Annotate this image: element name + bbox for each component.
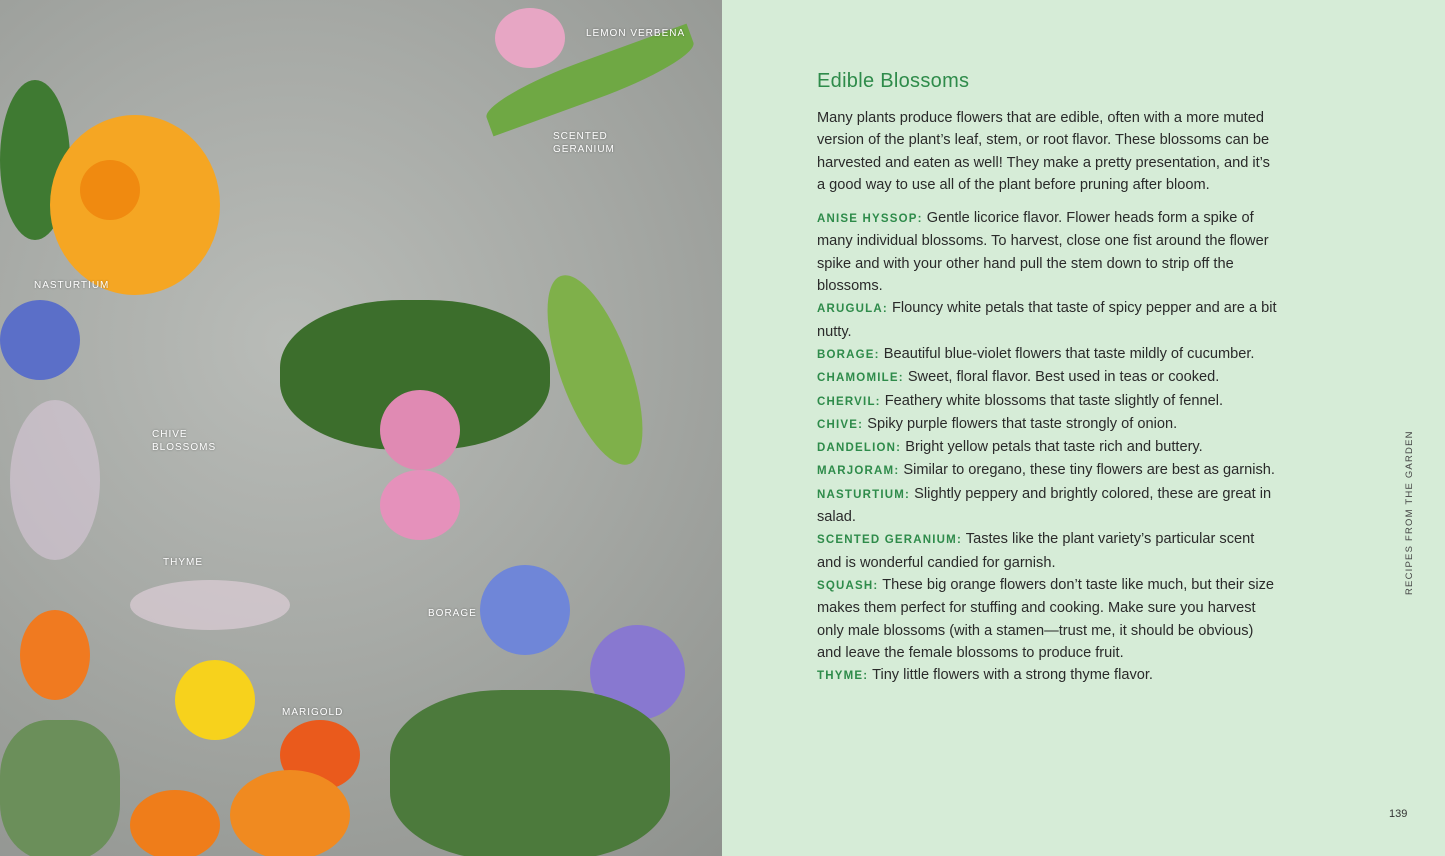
- blossom-name: CHIVE:: [817, 418, 864, 431]
- text-page: [722, 0, 1445, 856]
- page-title: Edible Blossoms: [817, 70, 970, 92]
- blossom-entry: [817, 343, 1277, 366]
- photo-label-scented-geranium: SCENTED GERANIUM: [553, 131, 615, 155]
- blossom-name: ARUGULA:: [817, 303, 888, 316]
- blossom-description: Beautiful blue-violet flowers that taste mildly of cucumber.: [883, 345, 1255, 362]
- blossom-name: NASTURTIUM:: [817, 488, 911, 501]
- blossom-description: Slightly peppery and brightly colored, these are great in salad.: [817, 485, 1272, 526]
- blossom-entry: [817, 459, 1277, 482]
- blossom-description: Feathery white blossoms that taste slightly of fennel.: [884, 392, 1224, 409]
- blossom-description: Similar to oregano, these tiny flowers are best as garnish.: [903, 462, 1275, 479]
- blossom-name: CHERVIL:: [817, 395, 881, 408]
- blossom-entry: [817, 436, 1277, 459]
- photo-label-lemon-verbena: LEMON VERBENA: [586, 28, 686, 39]
- blossom-entry: [817, 483, 1277, 529]
- blossom-entry: [817, 664, 1277, 687]
- blossom-name: ANISE HYSSOP:: [817, 213, 923, 226]
- photo-label-nasturtium: NASTURTIUM: [34, 280, 110, 291]
- photo-label-thyme: THYME: [163, 557, 203, 568]
- blossom-entry: [817, 390, 1277, 413]
- blossom-description: Flouncy white petals that taste of spicy pepper and are a bit nutty.: [817, 300, 1277, 340]
- blossom-description: Spiky purple flowers that taste strongly of onion.: [867, 415, 1178, 432]
- blossom-name: DANDELION:: [817, 442, 902, 455]
- blossom-description: Sweet, floral flavor. Best used in teas or cooked.: [907, 369, 1220, 386]
- blossom-name: MARJORAM:: [817, 465, 900, 478]
- photo-label-chive-blossoms: CHIVE BLOSSOMS: [152, 429, 217, 453]
- blossom-entry: [817, 297, 1277, 343]
- blossom-entry: [817, 528, 1277, 574]
- blossom-description: Bright yellow petals that taste rich and buttery.: [905, 439, 1203, 456]
- blossom-name: BORAGE:: [817, 348, 880, 361]
- intro-paragraph: Many plants produce flowers that are edible, often with a more muted version of the plant’s leaf, stem, or root flavor. These blossoms can be harvested and eaten as well! They make a pretty presentation, and it’s a good way to use all of the plant before pruning after bloom.: [817, 110, 1270, 193]
- blossom-description: These big orange flowers don’t taste like much, but their size makes them perfect for stuffing and cooking. Make sure you harvest only male blossoms (with a stamen—trust me, it should be obvious) and leave the female blossoms to produce fruit.: [817, 576, 1275, 661]
- photo-label-borage: BORAGE: [428, 608, 477, 619]
- blossom-entry: [817, 366, 1277, 389]
- blossom-description: Tastes like the plant variety’s particular scent and is wonderful candied for garnish.: [817, 531, 1255, 571]
- blossom-entry: [817, 207, 1277, 297]
- blossom-entry: [817, 574, 1277, 664]
- running-head: RECIPES FROM THE GARDEN: [1404, 430, 1415, 595]
- blossom-description: Tiny little flowers with a strong thyme flavor.: [872, 667, 1153, 684]
- blossom-description: Gentle licorice flavor. Flower heads form a spike of many individual blossoms. To harvest, close one fist around the flower spike and with your other hand pull the stem down to strip off the blossoms.: [817, 210, 1269, 295]
- blossom-name: SCENTED GERANIUM:: [817, 534, 962, 547]
- blossom-name: SQUASH:: [817, 579, 879, 592]
- blossom-name: CHAMOMILE:: [817, 372, 904, 385]
- page-body: [817, 107, 1277, 687]
- blossom-entry: [817, 413, 1277, 436]
- edible-flowers-photo: [0, 0, 722, 856]
- photo-label-marigold: MARIGOLD: [282, 707, 344, 718]
- page-number: 139: [1389, 808, 1408, 820]
- blossom-name: THYME:: [817, 670, 869, 683]
